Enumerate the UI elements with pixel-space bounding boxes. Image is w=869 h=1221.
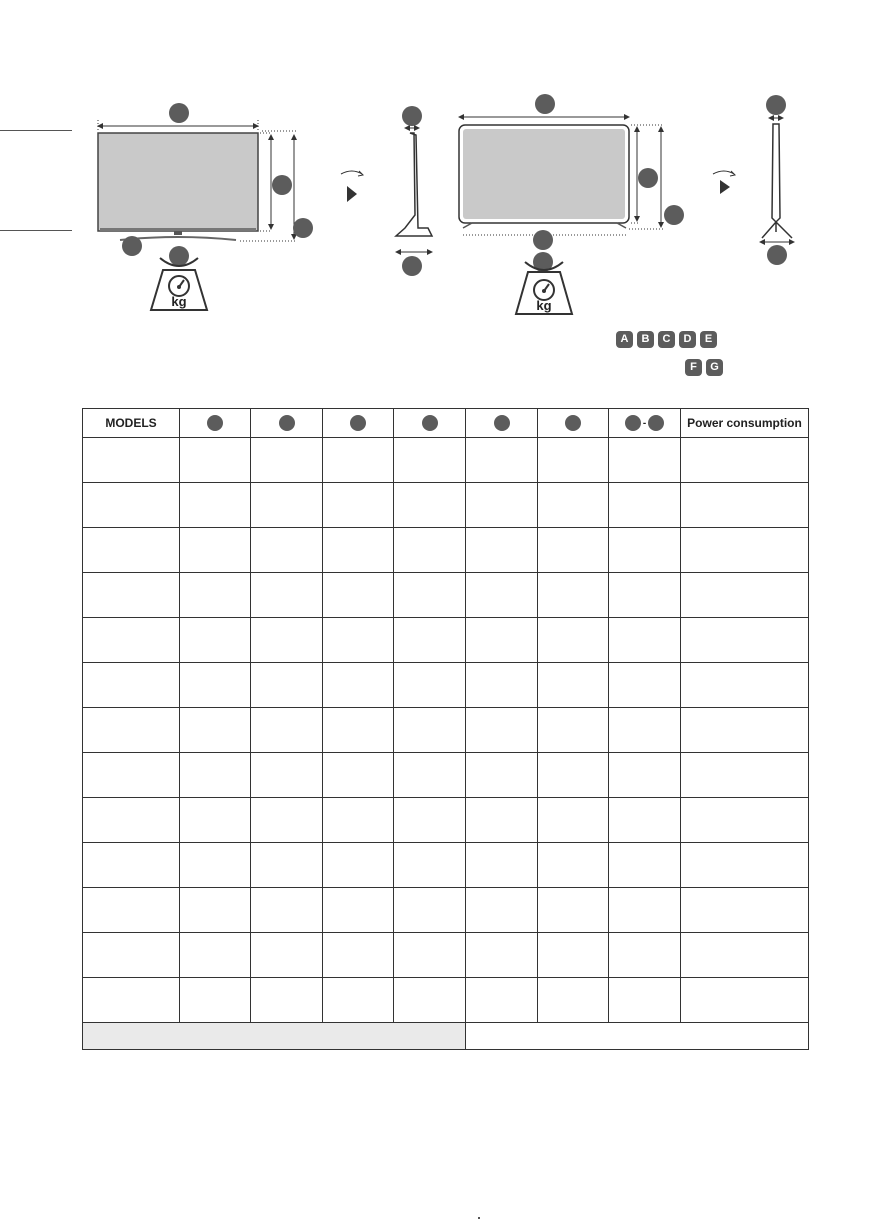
table-cell [180,438,251,483]
header-badge [565,415,581,431]
table-row [83,483,809,528]
table-cell [466,618,538,663]
table-cell [538,618,609,663]
weight-scale-icon [516,262,572,314]
table-cell [466,708,538,753]
table-cell [538,798,609,843]
table-cell [466,483,538,528]
table-cell [323,933,394,978]
table-cell [609,933,681,978]
table-row [83,933,809,978]
legend-chip-g: G [706,359,723,376]
header-badge-cell [466,409,538,438]
table-cell [83,663,180,708]
table-cell [323,978,394,1023]
table-cell [681,798,809,843]
tv-front-view-1 [98,120,296,241]
table-body [83,438,809,1023]
header-badge [648,415,664,431]
table-cell [681,843,809,888]
table-cell [83,618,180,663]
table-cell [83,798,180,843]
table-cell [180,618,251,663]
table-cell [538,483,609,528]
table-cell [394,618,466,663]
table-cell [609,888,681,933]
table-cell [681,618,809,663]
legend-chip-c: C [658,331,675,348]
header-badge [279,415,295,431]
table-cell [538,708,609,753]
table-row [83,663,809,708]
table-cell [609,708,681,753]
table-cell [323,888,394,933]
table-cell [609,528,681,573]
dimension-badge [169,246,189,266]
table-cell [394,798,466,843]
table-cell [180,528,251,573]
header-badge [422,415,438,431]
dimension-badge [535,94,555,114]
table-row [83,888,809,933]
table-row [83,708,809,753]
table-cell [394,708,466,753]
table-cell [394,978,466,1023]
table-cell [466,753,538,798]
table-cell [681,888,809,933]
table-cell [466,798,538,843]
table-cell [394,888,466,933]
table-cell [83,978,180,1023]
table-cell [466,978,538,1023]
dimension-badge [533,230,553,250]
table-cell [681,753,809,798]
table-cell [180,978,251,1023]
legend-row-2 [685,359,723,376]
dimension-badge [122,236,142,256]
dimension-badge [402,106,422,126]
header-power: Power consumption [681,409,809,438]
table-cell [251,753,323,798]
table-row [83,528,809,573]
table-cell [251,933,323,978]
header-badge-cell [180,409,251,438]
table-cell [681,528,809,573]
table-cell [609,663,681,708]
table-cell [538,978,609,1023]
header-badge [494,415,510,431]
table-cell [251,798,323,843]
table-cell [394,528,466,573]
table-cell [609,753,681,798]
table-row [83,618,809,663]
table-cell [609,438,681,483]
table-cell [323,708,394,753]
table-cell [466,573,538,618]
header-models: MODELS [83,409,180,438]
table-cell [251,528,323,573]
table-cell [83,843,180,888]
footer-mark [478,1217,480,1219]
table-cell [251,888,323,933]
table-cell [180,483,251,528]
table-row [83,798,809,843]
header-badge-cell [538,409,609,438]
legend-chip-a: A [616,331,633,348]
table-cell [609,798,681,843]
table-cell [681,483,809,528]
table-cell [394,753,466,798]
table-cell [538,528,609,573]
table-cell [180,708,251,753]
table-cell [466,888,538,933]
table-cell [538,663,609,708]
header-badge [350,415,366,431]
table-cell [609,978,681,1023]
table-cell [180,888,251,933]
table-cell [609,573,681,618]
table-cell [538,933,609,978]
table-cell [323,528,394,573]
table-cell [83,933,180,978]
table-cell [83,888,180,933]
table-cell [251,708,323,753]
header-badge [625,415,641,431]
table-cell [251,978,323,1023]
table-cell [681,708,809,753]
header-badge-cell [323,409,394,438]
table-cell [538,888,609,933]
footer-grey-cell [83,1023,466,1050]
table-cell [180,753,251,798]
legend-chip-e: E [700,331,717,348]
header-badge [207,415,223,431]
table-cell [394,663,466,708]
dimension-badge [272,175,292,195]
tv-front-view-2 [459,117,664,235]
header-badge-cell [251,409,323,438]
table-cell [251,618,323,663]
table-cell [394,573,466,618]
table-footer-row [83,1023,809,1050]
table-cell [681,978,809,1023]
table-cell [180,573,251,618]
table-cell [323,618,394,663]
dimension-diagram [0,0,869,400]
table-cell [251,438,323,483]
spec-table [82,408,809,1050]
table-cell [323,753,394,798]
table-cell [180,843,251,888]
table-cell [538,753,609,798]
table-cell [466,528,538,573]
dimension-badge [293,218,313,238]
table-cell [538,438,609,483]
table-row [83,438,809,483]
table-cell [394,483,466,528]
weight-unit-label: kg [171,294,187,309]
header-badge-cell [394,409,466,438]
dimension-badge [638,168,658,188]
table-cell [83,573,180,618]
table-cell [466,933,538,978]
table-cell [609,483,681,528]
tv-side-view-1 [396,128,432,252]
table-cell [251,843,323,888]
table-cell [466,663,538,708]
table-cell [681,438,809,483]
table-cell [83,528,180,573]
dimension-badge [169,103,189,123]
table-cell [538,843,609,888]
legend-row-1 [616,331,717,348]
table-cell [609,618,681,663]
table-cell [466,438,538,483]
dimension-badge [664,205,684,225]
table-cell [538,573,609,618]
tv-side-view-2 [760,118,794,242]
rotate-arrow-icon [713,171,735,194]
table-cell [323,663,394,708]
table-cell [394,843,466,888]
legend-chip-d: D [679,331,696,348]
table-cell [323,483,394,528]
legend-chip-f: F [685,359,702,376]
table-cell [681,663,809,708]
table-row [83,753,809,798]
header-badge-range-cell [609,409,681,438]
table-cell [251,573,323,618]
table-cell [609,843,681,888]
dimension-badge [767,245,787,265]
table-cell [83,708,180,753]
table-cell [83,753,180,798]
dimension-badge [402,256,422,276]
header-range-separator: - [642,417,647,429]
rotate-arrow-icon [341,171,363,202]
dimension-badge [766,95,786,115]
table-header-row [83,409,809,438]
table-cell [323,573,394,618]
table-cell [681,933,809,978]
table-cell [394,933,466,978]
table-cell [251,663,323,708]
table-cell [180,663,251,708]
table-cell [394,438,466,483]
table-cell [681,573,809,618]
table-row [83,978,809,1023]
table-row [83,573,809,618]
table-cell [251,483,323,528]
legend-chip-b: B [637,331,654,348]
table-cell [323,438,394,483]
weight-unit-label: kg [536,298,552,313]
table-cell [180,798,251,843]
table-cell [180,933,251,978]
weight-scale-icon [151,258,207,310]
table-cell [323,843,394,888]
table-cell [83,483,180,528]
table-cell [323,798,394,843]
table-cell [466,843,538,888]
table-cell [83,438,180,483]
footer-white-cell [466,1023,809,1050]
table-row [83,843,809,888]
